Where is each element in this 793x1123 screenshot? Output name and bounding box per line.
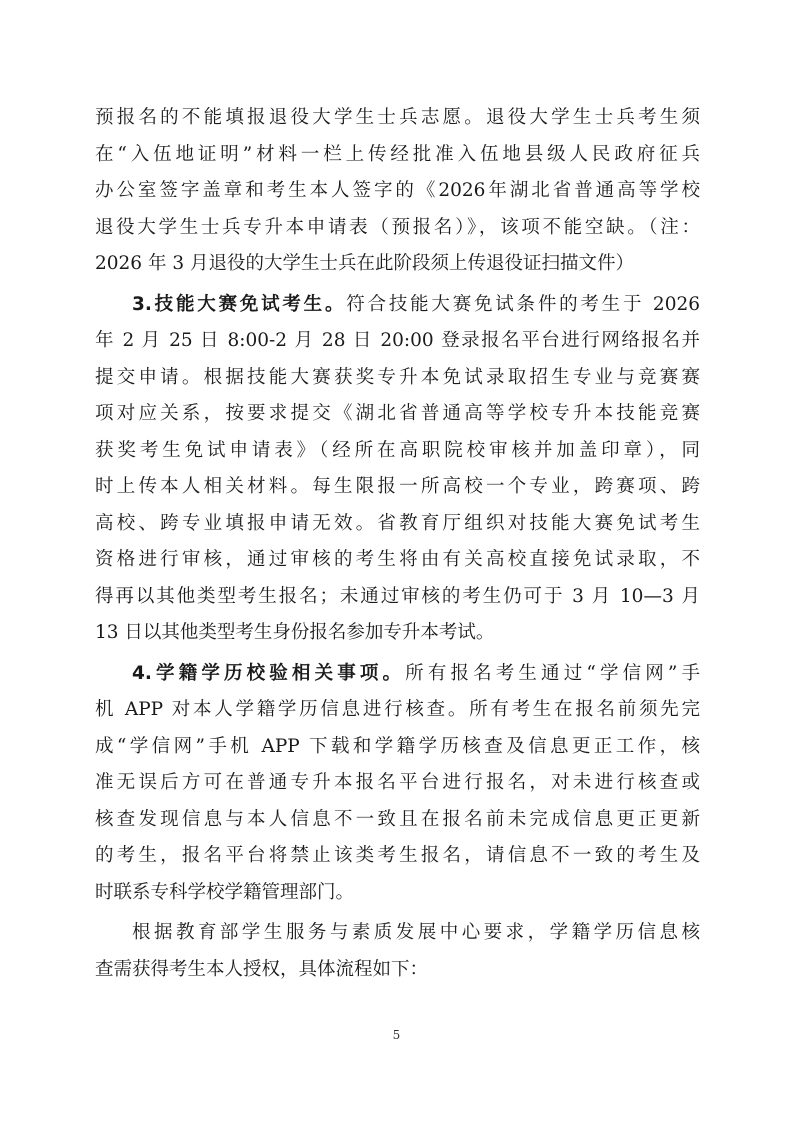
text-line: 成“学信网”手机 APP 下载和学籍学历核查及信息更正工作，核 xyxy=(95,735,700,757)
text-line: 的考生，报名平台将禁止该类考生报名，请信息不一致的考生及 xyxy=(95,845,700,866)
text-line: 机 APP 对本人学籍学历信息进行核查。所有考生在报名前须先完 xyxy=(95,699,700,720)
text-line: 核查发现信息与本人信息不一致且在报名前未完成信息更正更新 xyxy=(95,808,700,830)
page-number: 5 xyxy=(392,1028,401,1042)
text-line: 退役大学生士兵专升本申请表（预报名）》，该项不能空缺。（注： xyxy=(95,216,700,238)
text-line: 准无误后方可在普通专升本报名平台进行报名，对未进行核查或 xyxy=(95,772,700,793)
text-line: 年 2 月 25 日 8:00-2 月 28 日 20:00 登录报名平台进行网络报名并 xyxy=(95,330,700,351)
text-line: 时联系专科学校学籍管理部门。 xyxy=(95,881,355,903)
text-line: 查需获得考生本人授权，具体流程如下： xyxy=(95,958,429,980)
text-line: 资格进行审核，通过审核的考生将由有关高校直接免试录取，不 xyxy=(95,549,700,570)
text-line: 办公室签字盖章和考生本人签字的《2026年湖北省普通高等学校 xyxy=(95,180,700,201)
text-line: 2026 年 3 月退役的大学生士兵在此阶段须上传退役证扫描文件） xyxy=(95,253,634,274)
text-line: 在“入伍地证明”材料一栏上传经批准入伍地县级人民政府征兵 xyxy=(95,143,700,165)
paragraph-continuation xyxy=(95,100,700,283)
text-line: 13 日以其他类型考生身份报名参加专升本考试。 xyxy=(95,622,495,643)
document-body xyxy=(95,100,700,988)
text-line: 项对应关系，按要求提交《湖北省普通高等学校专升本技能竞赛 xyxy=(95,403,700,424)
text-line xyxy=(95,656,700,693)
section-heading-4: 4.学籍学历校验相关事项。 xyxy=(132,662,406,684)
text-line: 获奖考生免试申请表》（经所在高职院校审核并加盖印章），同 xyxy=(95,439,700,461)
paragraph-skills-competition xyxy=(95,287,700,652)
paragraph-authorization xyxy=(95,915,700,988)
text-line: 高校、跨专业填报申请无效。省教育厅组织对技能大赛免试考生 xyxy=(95,512,700,534)
text-line: 得再以其他类型考生报名；未通过审核的考生仍可于 3 月 10—3 月 xyxy=(95,585,700,607)
text-line: 根据教育部学生服务与素质发展中心要求，学籍学历信息核 xyxy=(132,922,700,943)
text-line: 预报名的不能填报退役大学生士兵志愿。退役大学生士兵考生须 xyxy=(95,107,700,128)
section-heading-3: 3.技能大赛免试考生。 xyxy=(132,293,347,315)
heading-line-text: 所有报名考生通过“学信网”手 xyxy=(405,662,700,684)
text-line: 时上传本人相关材料。每生限报一所高校一个专业，跨赛项、跨 xyxy=(95,476,700,497)
text-line: 提交申请。根据技能大赛获奖专升本免试录取招生专业与竞赛赛 xyxy=(95,366,700,388)
heading-line-text: 符合技能大赛免试条件的考生于 2026 xyxy=(346,293,700,315)
paragraph-enrollment-verification xyxy=(95,656,700,912)
text-line xyxy=(95,287,700,324)
